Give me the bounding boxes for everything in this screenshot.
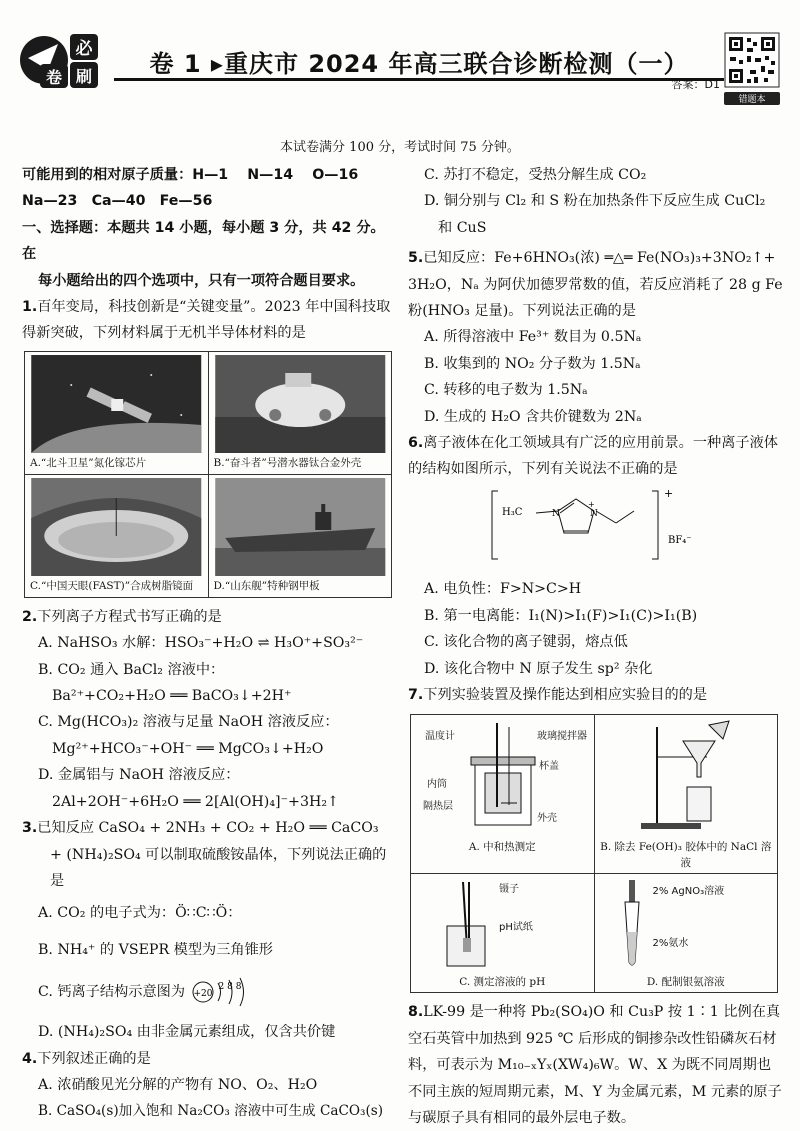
label-ammonia: 2%氨水 — [652, 938, 689, 950]
filtration-diagram — [597, 717, 777, 837]
submersible-image — [212, 355, 389, 453]
q1-option-c[interactable] — [25, 474, 209, 597]
q5-text-2: 3H₂O，Nₐ 为阿伏加德罗常数的值，若反应消耗了 28 g Fe 粉(HNO₃ 足量)。下列说法正确的是 — [408, 276, 783, 320]
structure-n2: N — [590, 508, 598, 519]
structure-charge: + — [664, 486, 674, 500]
q4-option-a[interactable]: A. 浓硝酸见光分解的产物有 NO、O₂、H₂O — [38, 1076, 318, 1093]
q7-option-a-caption: A. 中和热测定 — [468, 841, 536, 854]
q5-option-b[interactable]: B. 收集到的 NO₂ 分子数为 1.5Nₐ — [424, 355, 641, 372]
label-thermometer: 温度计 — [425, 731, 455, 743]
q1-option-c-caption: C.“中国天眼(FAST)”合成树脂镜面 — [30, 579, 194, 592]
q6-text: 离子液体在化工领域具有广泛的应用前景。一种离子液体的结构如图所示，下列有关说法不正确的是 — [408, 435, 778, 478]
q2-option-b[interactable]: B. CO₂ 通入 BaCl₂ 溶液中： — [38, 661, 225, 678]
q7-option-c[interactable] — [411, 874, 595, 993]
title-bar — [114, 44, 724, 81]
label-stirrer: 玻璃搅拌器 — [537, 731, 587, 743]
q5-number: 5. — [408, 250, 424, 267]
q1-option-d[interactable] — [208, 474, 392, 597]
q6-option-a[interactable]: A. 电负性：F>N>C>H — [424, 581, 582, 598]
q7-option-c-caption: C. 测定溶液的 pH — [459, 976, 546, 989]
label-inner-cup: 内筒 — [427, 779, 447, 791]
q6-option-d[interactable]: D. 该化合物中 N 原子发生 sp² 杂化 — [424, 660, 653, 677]
question-5 — [408, 245, 783, 271]
ionic-liquid-structure — [488, 485, 708, 565]
question-1 — [22, 294, 394, 347]
question-3 — [22, 815, 394, 894]
satellite-image — [28, 355, 205, 453]
q7-option-b[interactable] — [594, 715, 778, 874]
q8-number: 8. — [408, 1004, 424, 1021]
structure-n1: N — [552, 508, 560, 519]
q2-option-b-equation: Ba²⁺+CO₂+H₂O ══ BaCO₃↓+2H⁺ — [52, 688, 292, 705]
structure-anion: BF₄⁻ — [668, 534, 692, 546]
section-title: 一、选择题：本题共 14 小题，每小题 3 分，共 42 分。在 — [22, 219, 385, 263]
q3-text: 已知反应 CaSO₄ + 2NH₃ + CO₂ + H₂O ══ CaCO₃ + (NH₄)₂SO₄ 可以制取硫酸铵晶体，下列说法正确的是 — [37, 820, 387, 889]
q1-image-table — [24, 351, 392, 598]
q7-option-b-caption: B. 除去 Fe(OH)₃ 胶体中的 NaCl 溶液 — [600, 841, 772, 870]
q2-option-c-equation: Mg²⁺+HCO₃⁻+OH⁻ ══ MgCO₃↓+H₂O — [52, 740, 324, 757]
q6-number: 6. — [408, 435, 424, 452]
q5-text-1: 已知反应：Fe+6HNO₃(浓) ═△═ Fe(NO₃)₃+3NO₂↑+ — [423, 250, 776, 267]
q7-option-d-caption: D. 配制银氨溶液 — [646, 976, 725, 989]
q3-option-c-text: C. 钙离子结构示意图为 — [38, 984, 186, 1001]
q3-number: 3. — [22, 820, 38, 837]
q4-number: 4. — [22, 1050, 38, 1067]
q3-option-b[interactable]: B. NH₄⁺ 的 VSEPR 模型为三角锥形 — [38, 941, 273, 958]
exam-intro: 本试卷满分 100 分，考试时间 75 分钟。 — [280, 140, 520, 155]
q1-option-a[interactable] — [25, 351, 209, 474]
q7-option-d[interactable] — [594, 874, 778, 993]
q1-number: 1. — [22, 299, 38, 316]
qr-code-icon — [724, 32, 780, 88]
ca-shell-electrons: 2 8 8 — [218, 982, 242, 993]
atomic-mass-line-2: Na—23 Ca—40 Fe—56 — [22, 193, 213, 210]
qr-label: 错题本 — [724, 92, 780, 105]
section-title-cont: 每小题给出的四个选项中，只有一项符合题目要求。 — [38, 272, 365, 289]
question-4 — [22, 1046, 394, 1072]
q3-option-a[interactable]: A. CO₂ 的电子式为：Ö∷C∷Ö： — [38, 905, 242, 922]
logo-char-top: 必 — [75, 39, 93, 59]
q2-option-a[interactable]: A. NaHSO₃ 水解：HSO₃⁻+H₂O ⇌ H₃O⁺+SO₃²⁻ — [38, 635, 364, 652]
q4-option-d-cont: 和 CuS — [438, 219, 487, 236]
label-lid: 杯盖 — [539, 761, 559, 773]
q1-option-a-caption: A.“北斗卫星”氮化镓芯片 — [30, 456, 147, 469]
q2-option-d-equation: 2Al+2OH⁻+6H₂O ══ 2[Al(OH)₄]⁻+3H₂↑ — [52, 793, 339, 810]
q8-text: LK-99 是一种将 Pb₂(SO₄)O 和 Cu₃P 按 1∶1 比例在真空石英管中加热到 925 ℃ 后形成的铜掺杂改性铅磷灰石材料，可表示为 M₁₀₋ₓYₓ(XW₄)₆W。W、X 为既不同周期也不同主族的短周期元素，M、Y 为金属元素，M 元素的原子与碳原子具有相同的最外层电子数。 — [408, 1004, 782, 1126]
q2-number: 2. — [22, 608, 38, 625]
q2-text: 下列离子方程式书写正确的是 — [37, 608, 222, 625]
structure-methyl: H₃C — [502, 506, 523, 518]
question-2 — [22, 604, 394, 630]
question-7 — [408, 682, 783, 708]
right-column — [408, 162, 783, 1131]
logo-char-left: 卷 — [45, 68, 63, 87]
q5-option-d[interactable]: D. 生成的 H₂O 含共价键数为 2Nₐ — [424, 408, 642, 425]
brand-logo — [18, 30, 128, 90]
atomic-mass-line-1: 可能用到的相对原子质量：H—1 N—14 O—16 — [22, 167, 359, 183]
qr-block[interactable] — [724, 32, 780, 106]
q1-option-b[interactable] — [208, 351, 392, 474]
q7-text: 下列实验装置及操作能达到相应实验目的的是 — [423, 686, 708, 703]
calcium-ion-diagram — [190, 975, 260, 1009]
q4-option-d[interactable]: D. 铜分别与 Cl₂ 和 S 粉在加热条件下反应生成 CuCl₂ — [424, 193, 766, 210]
left-column — [22, 162, 394, 1125]
label-insulation: 隔热层 — [423, 801, 453, 813]
q5-option-c[interactable]: C. 转移的电子数为 1.5Nₐ — [424, 382, 588, 399]
ca-nucleus-charge: +20 — [193, 989, 213, 1000]
q1-option-d-caption: D.“山东舰”特种钢甲板 — [213, 579, 320, 592]
q6-option-c[interactable]: C. 该化合物的离子键弱，熔点低 — [424, 634, 628, 651]
q1-text: 百年变局，科技创新是“关键变量”。2023 年中国科技取得新突破，下列材料属于无机半导体材料的是 — [22, 299, 391, 342]
q6-option-b[interactable]: B. 第一电离能：I₁(N)>I₁(F)>I₁(C)>I₁(B) — [424, 607, 698, 624]
q7-option-a[interactable] — [411, 715, 595, 874]
page-header — [18, 30, 782, 92]
q7-number: 7. — [408, 686, 424, 703]
fast-telescope-image — [28, 478, 205, 576]
q7-apparatus-table — [410, 714, 778, 993]
q3-option-d[interactable]: D. (NH₄)₂SO₄ 由非金属元素组成，仅含共价键 — [38, 1024, 336, 1041]
q4-option-b[interactable]: B. CaSO₄(s)加入饱和 Na₂CO₃ 溶液中可生成 CaCO₃(s) — [38, 1103, 384, 1120]
structure-n-charge: + — [588, 499, 595, 509]
q4-text: 下列叙述正确的是 — [37, 1050, 151, 1067]
aircraft-carrier-image — [212, 478, 389, 576]
q4-option-c[interactable]: C. 苏打不稳定，受热分解生成 CO₂ — [424, 167, 647, 183]
label-agno3: 2% AgNO₃溶液 — [652, 886, 725, 898]
page-title: 卷 1 ▸重庆市 2024 年高三联合诊断检测（一） — [149, 50, 689, 78]
logo-char-right: 刷 — [75, 67, 93, 86]
q3-option-c[interactable] — [22, 975, 394, 1009]
label-outer-shell: 外壳 — [537, 813, 557, 825]
q1-option-b-caption: B.“奋斗者”号潜水器钛合金外壳 — [213, 456, 362, 469]
q2-option-d[interactable]: D. 金属铝与 NaOH 溶液反应： — [38, 767, 240, 784]
q2-option-c[interactable]: C. Mg(HCO₃)₂ 溶液与足量 NaOH 溶液反应： — [38, 714, 339, 731]
question-8 — [408, 999, 783, 1131]
answer-code: 答案：D1 — [671, 78, 720, 91]
label-ph-paper: pH试纸 — [499, 922, 533, 934]
q5-option-a[interactable]: A. 所得溶液中 Fe³⁺ 数目为 0.5Nₐ — [424, 329, 642, 346]
label-tweezers: 镊子 — [499, 884, 519, 896]
question-6 — [408, 430, 783, 483]
